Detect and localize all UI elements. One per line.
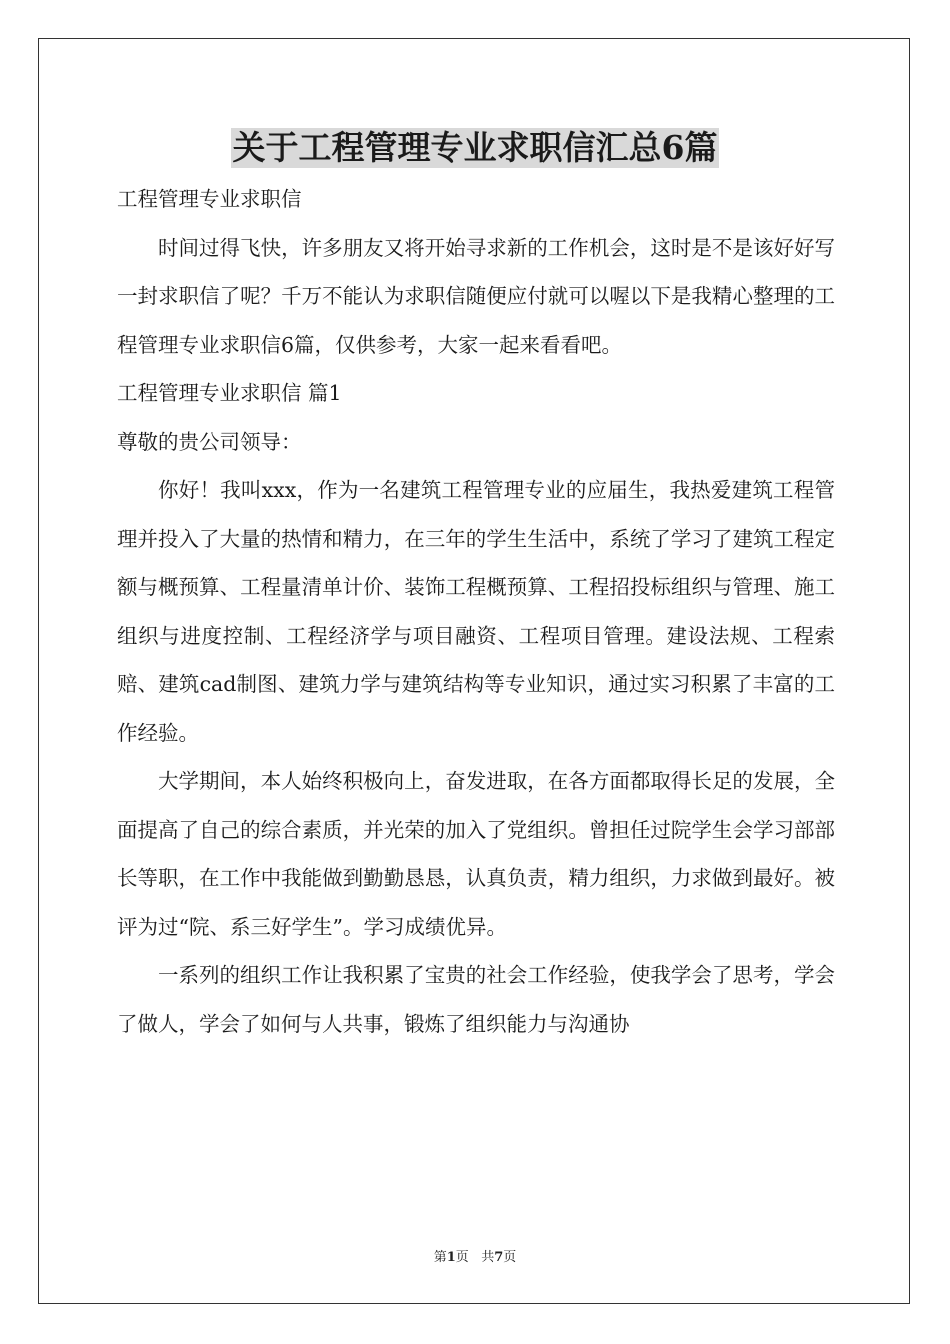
paragraph-body-2: 大学期间，本人始终积极向上，奋发进取，在各方面都取得长足的发展，全面提高了自己的综合素质，并光荣的加入了党组织。曾担任过院学生会学习部部长等职，在工作中我能做到勤勤恳恳，认真负责，精力组织，力求做到最好。被评为过“院、系三好学生”。学习成绩优异。 (117, 769, 835, 939)
paragraph-salutation: 尊敬的贵公司领导： (117, 429, 302, 454)
paragraph-body-1: 你好！我叫xxx，作为一名建筑工程管理专业的应届生，我热爱建筑工程管理并投入了大量的热情和精力，在三年的学生生活中，系统了学习了建筑工程定额与概预算、工程量清单计价、装饰工程概预算、工程招投标组织与管理、施工组织与进度控制、工程经济学与项目融资、工程项目管理。建设法规、工程索赔、建筑cad制图、建筑力学与建筑结构等专业知识，通过实习积累了丰富的工作经验。 (117, 478, 835, 745)
page-footer (0, 1246, 950, 1265)
document-body (117, 175, 835, 1048)
page-current: 1 (446, 1250, 456, 1265)
document-title: 关于工程管理专业求职信汇总6篇 (232, 128, 718, 167)
page-total: 7 (494, 1250, 504, 1265)
paragraph-heading: 工程管理专业求职信 (117, 187, 302, 211)
title-container (0, 128, 950, 168)
page-suffix: 页 (455, 1250, 469, 1265)
total-prefix: 共 (481, 1250, 495, 1265)
paragraph-intro: 时间过得飞快，许多朋友又将开始寻求新的工作机会，这时是不是该好好写一封求职信了呢？千万不能认为求职信随便应付就可以喔以下是我精心整理的工程管理专业求职信6篇，仅供参考，大家一起来看看吧。 (117, 235, 835, 357)
paragraph-body-3: 一系列的组织工作让我积累了宝贵的社会工作经验，使我学会了思考，学会了做人，学会了如何与人共事，锻炼了组织能力与沟通协 (117, 963, 835, 1036)
total-suffix: 页 (503, 1250, 517, 1265)
page-prefix: 第 (433, 1250, 447, 1265)
paragraph-section-title: 工程管理专业求职信 篇1 (117, 381, 342, 405)
